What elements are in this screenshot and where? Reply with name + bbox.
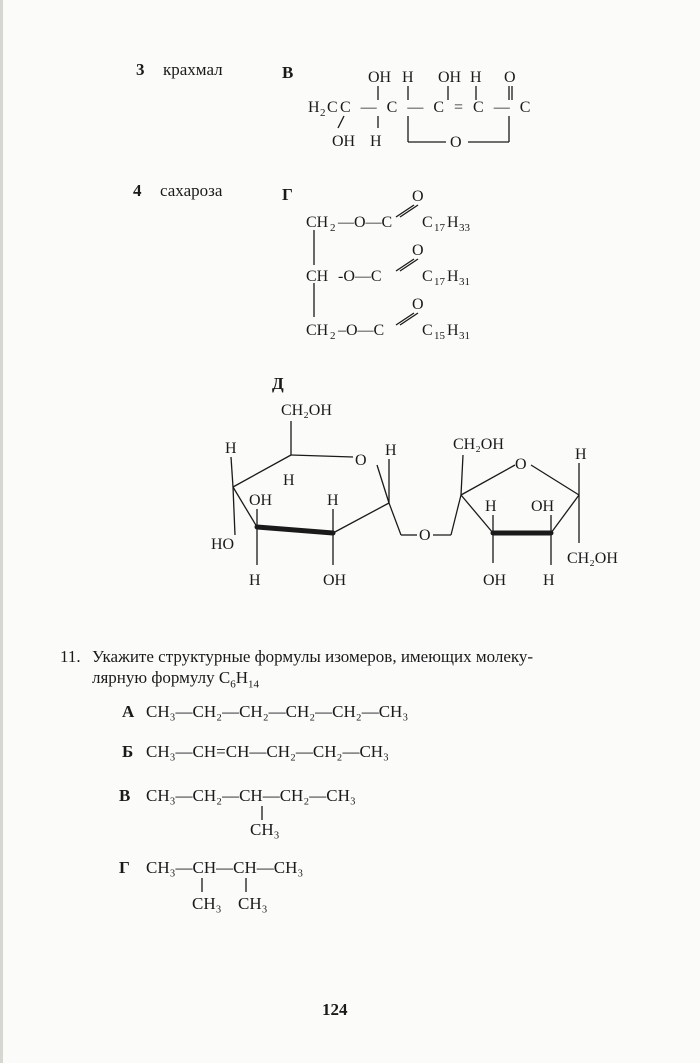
item-name-sucrose: сахароза <box>160 181 223 200</box>
carbonyl-oxygen: O <box>412 188 424 205</box>
carbonyl-oxygen: O <box>412 296 424 313</box>
option-g-branch-2: CH₃ <box>238 894 268 913</box>
furanose-ch2oh-right: CH₂OH <box>567 550 618 567</box>
label-h: H <box>249 572 261 589</box>
svg-text:H: H <box>447 322 459 339</box>
svg-text:31: 31 <box>459 330 470 342</box>
option-letter-g: Г <box>282 185 293 204</box>
svg-text:H: H <box>447 214 459 231</box>
option-letter-g: Г <box>119 858 130 877</box>
branch-bonds <box>190 878 270 894</box>
pyranose-ring-oxygen: O <box>355 452 367 469</box>
label-oh: OH <box>249 492 273 509</box>
label-h: H <box>485 498 497 515</box>
pyranose-ch2oh: CH₂OH <box>281 402 332 419</box>
ester-linkage: –O—C <box>338 322 385 339</box>
label-oh-bottom: OH <box>332 133 356 150</box>
label-oh: OH <box>483 572 507 589</box>
label-h: H <box>470 69 482 86</box>
label-oh: OH <box>438 69 462 86</box>
glycosidic-oxygen: O <box>419 527 431 544</box>
label-h: H <box>385 442 397 459</box>
label-h2c-sub: 2 <box>320 107 326 119</box>
option-letter-d: Д <box>272 374 284 393</box>
carbon-ch2: CH <box>306 322 329 339</box>
ring-oxygen: O <box>450 134 462 151</box>
label-h: H <box>327 492 339 509</box>
item-number-4: 4 <box>133 181 142 200</box>
label-h: H <box>225 440 237 457</box>
structure-d-diagram <box>205 395 655 605</box>
question-text-line1: Укажите структурные формулы изомеров, имеющих молеку- <box>92 647 534 666</box>
question-number: 11. <box>60 647 81 666</box>
svg-text:C: C <box>422 268 433 285</box>
option-letter-b: Б <box>122 742 134 761</box>
carbon-ch: CH <box>306 268 329 285</box>
label-o: O <box>504 69 516 86</box>
ester-linkage: -O—C <box>338 268 382 285</box>
label-ho: HO <box>211 536 235 553</box>
option-formula-g: CH₃—CH—CH—CH₃ <box>146 858 304 877</box>
svg-text:15: 15 <box>434 330 445 342</box>
option-formula-v: CH₃—CH₂—CH—CH₂—CH₃ <box>146 786 356 805</box>
structure-v-diagram <box>300 60 540 160</box>
furanose-ch2oh-top: CH₂OH <box>453 436 504 453</box>
svg-text:17: 17 <box>434 276 445 288</box>
carbonyl-oxygen: O <box>412 242 424 259</box>
option-letter-v: В <box>119 786 131 805</box>
label-h2c: H <box>308 99 320 116</box>
label-h: H <box>543 572 555 589</box>
structure-g-diagram <box>300 185 500 345</box>
svg-text:33: 33 <box>459 222 470 234</box>
label-oh: OH <box>323 572 347 589</box>
svg-text:C: C <box>422 214 433 231</box>
svg-text:2: 2 <box>330 222 336 234</box>
option-g-branch-1: CH₃ <box>192 894 222 913</box>
label-h: H <box>402 69 414 86</box>
question-text-line2: лярную формулу $C_6H_{14}$ <box>92 668 259 691</box>
option-v-branch: CH₃ <box>250 820 280 839</box>
label-oh: OH <box>531 498 555 515</box>
option-formula-b: CH₃—CH=CH—CH₂—CH₂—CH₃ <box>146 742 389 761</box>
option-letter-a: А <box>122 702 135 721</box>
carbon-ch2: CH <box>306 214 329 231</box>
svg-text:C: C <box>422 322 433 339</box>
svg-text:31: 31 <box>459 276 470 288</box>
label-oh: OH <box>368 69 392 86</box>
item-name-starch: крахмал <box>163 60 223 79</box>
item-number-3: 3 <box>136 60 145 79</box>
option-letter-v: В <box>282 63 294 82</box>
svg-text:2: 2 <box>330 330 336 342</box>
ester-linkage: —O—C <box>338 214 393 231</box>
option-formula-a: CH₃—CH₂—CH₂—CH₂—CH₂—CH₃ <box>146 702 409 721</box>
svg-text:H: H <box>447 268 459 285</box>
label-h: H <box>575 446 587 463</box>
label-h-bottom: H <box>370 133 382 150</box>
main-chain: C—C—C=C—C <box>340 99 540 116</box>
page-number: 124 <box>322 1000 348 1019</box>
furanose-ring-oxygen: O <box>515 456 527 473</box>
label-h: H <box>283 472 295 489</box>
svg-text:17: 17 <box>434 222 445 234</box>
scan-edge <box>0 0 3 1063</box>
label-h2c-c: C <box>327 99 338 116</box>
